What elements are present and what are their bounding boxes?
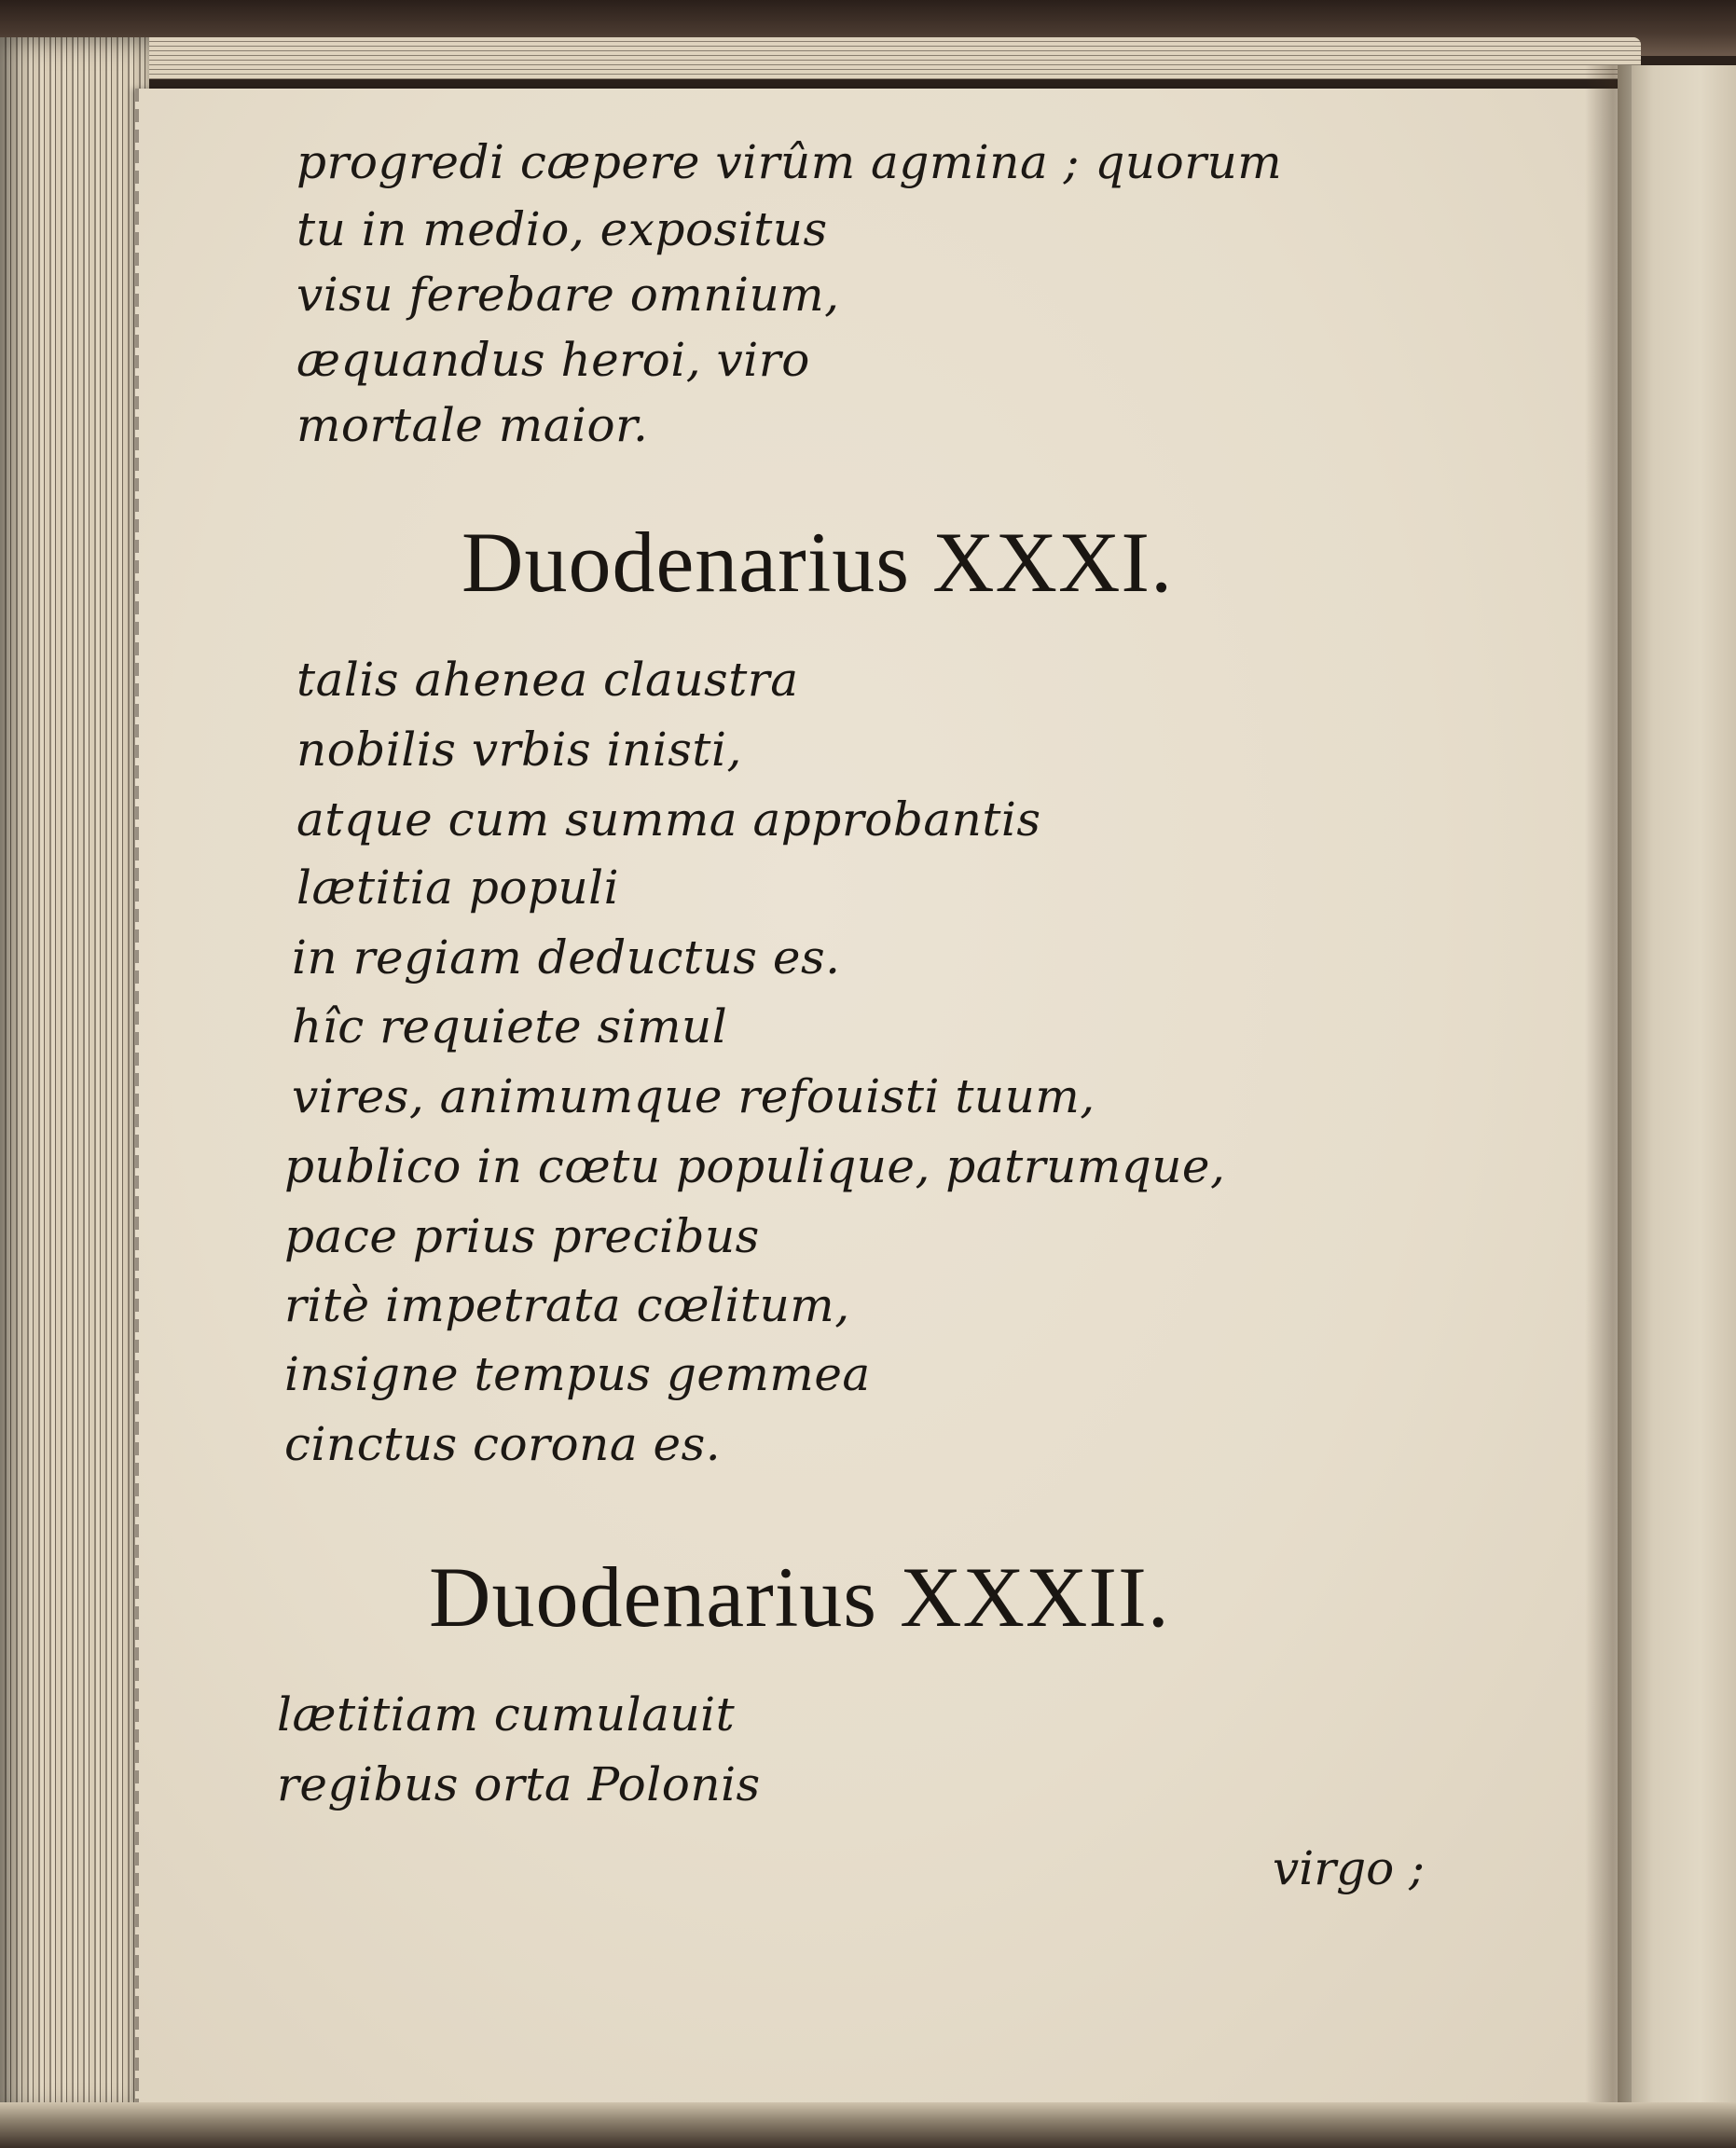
- text-line: talis ahenea claustra: [296, 653, 799, 707]
- text-line: lætitiam cumulauit: [277, 1687, 736, 1742]
- text-line: lætitia populi: [296, 861, 620, 915]
- text-line: publico in cœtu populique, patrumque,: [284, 1139, 1226, 1193]
- text-line: insigne tempus gemmea: [284, 1347, 871, 1401]
- catchword: virgo ;: [1273, 1841, 1425, 1895]
- facing-leaf: [1618, 65, 1736, 2148]
- page-edge-shadow: [135, 89, 139, 2102]
- section-heading: Duodenarius XXXII.: [429, 1549, 1170, 1645]
- text-line: pace prius precibus: [284, 1209, 760, 1263]
- text-line: regibus orta Polonis: [277, 1757, 761, 1811]
- book-bottom-edge: [0, 2102, 1736, 2148]
- text-line: ritè impetrata cœlitum,: [284, 1278, 850, 1332]
- text-line: in regiam deductus es.: [292, 930, 841, 984]
- text-line: mortale maior.: [296, 398, 649, 452]
- section-heading: Duodenarius XXXI.: [462, 515, 1174, 610]
- page-stack-top-edge: [0, 37, 1641, 79]
- text-line: cinctus corona es.: [284, 1417, 722, 1471]
- text-line: nobilis vrbis inisti,: [296, 723, 742, 777]
- text-line: tu in medio, expositus: [296, 202, 828, 256]
- gutter-shadow: [1585, 65, 1632, 2148]
- text-line: vires, animumque refouisti tuum,: [292, 1069, 1095, 1123]
- page-stack-left-edge: [0, 37, 149, 2116]
- text-line: atque cum summa approbantis: [296, 792, 1041, 847]
- text-line: hîc requiete simul: [292, 999, 728, 1053]
- text-line: visu ferebare omnium,: [296, 268, 840, 322]
- page-text: [135, 89, 1618, 2102]
- text-line: progredi cæpere virûm agmina ; quorum: [296, 135, 1283, 189]
- book-page: [135, 89, 1618, 2102]
- text-line: æquandus heroi, viro: [296, 333, 810, 387]
